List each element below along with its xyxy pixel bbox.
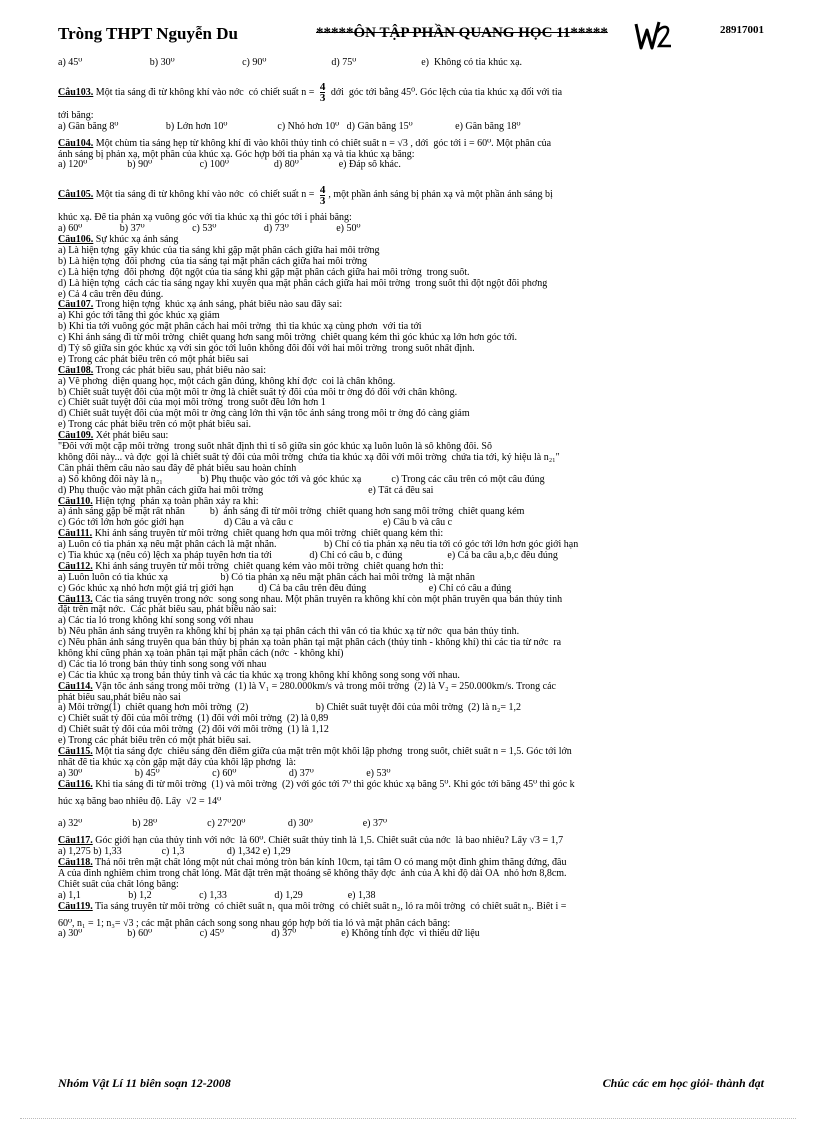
question-line [58,431,770,442]
question-number: Câu109. [58,431,94,442]
question-line [58,366,770,377]
line-text: Xét phát biểu sau: [93,431,169,442]
footer-greeting: Chúc các em học giỏi- thành đạt [602,1076,764,1090]
text-line [58,929,770,940]
text-line [58,584,770,595]
text-line [58,869,770,880]
text-line [58,160,770,171]
page-title: *****ÔN TẬP PHẦN QUANG HỌC 11***** [316,25,608,41]
line-text: c) Tia khúc xạ (nếu có) lệch xa pháp tuyến hơn tia tới d) Chỉ có câu b, c đúng e) Cả ba câu a,b,c đều đúng [58,550,558,561]
line-spacer [58,807,770,819]
line-text: a) 1,1 b) 1,2 c) 1,33 d) 1,29 e) 1,38 [58,890,376,901]
text-line [58,290,770,301]
question-line [58,562,770,573]
question-number: Câu118. [58,858,93,869]
text-line [58,736,770,747]
text-line [58,122,770,133]
text-line [58,268,770,279]
question-number: Câu114. [58,681,93,692]
line-text: d) Phụ thuộc vào mặt phân cách giữa hai môi trờng e) Tất cả đều sai [58,485,434,496]
question-number: Câu112. [58,561,93,572]
line-text: đặt trên mặt nớc. Các phát biểu sau, phát biểu nào sai: [58,605,277,616]
line-text: c) Là hiện tợng đổi phơng đột ngột của tia sáng khi gặp mặt phân cách giữa hai môi trờng trong suốt. [58,267,470,278]
line-text: c) Chiết suất tỷ đối của môi trờng (1) đối với môi trờng (2) là 0,89 [58,714,329,725]
line-text: a) Là hiện tợng gãy khúc của tia sáng khi gặp mặt phân cách giữa hai môi trờng [58,246,380,257]
line-text: d) Tỷ số giữa sin góc khúc xạ với sin góc tới luôn không đổi đối với hai môi trờng trong suốt nhất định. [58,344,475,355]
line-text: a) 60⁰ b) 37⁰ c) 53⁰ d) 73⁰ e) 50⁰ [58,224,361,235]
line-spacer [58,171,770,183]
line-text: a) Gần bằng 8⁰ b) Lớn hơn 10⁰ c) Nhỏ hơn 10⁰ d) Gần bằng 15⁰ e) Gần bằng 18⁰ [58,121,521,132]
line-text: e) Các tia khúc xạ trong bản thủy tinh và các tia khúc xạ trong không khí không song song với nhau. [58,670,460,681]
line-text: tới bằng: [58,110,94,121]
line-text: c) Chiết suất tuyệt đối của mọi môi trờng trong suốt đều lớn hơn 1 [58,398,326,409]
line-text: Một tia sáng đi từ không khí vào nớc có chiết suất n = [93,86,317,98]
text-line [58,475,770,486]
question-line [58,902,770,913]
line-text: Một chùm tia sáng hẹp từ không khí đi vào khối thủy tinh có chiết suất n = √3 , dới góc tới i = 60⁰. Một phần của [93,138,552,149]
text-line [58,257,770,268]
text-line [58,388,770,399]
text-line [58,213,770,224]
line-text: a) 30⁰ b) 45⁰ c) 60⁰ d) 37⁰ e) 53⁰ [58,768,391,779]
line-text: a) ánh sáng gặp bề mặt rất nhẵn b) ánh sáng đi từ môi trờng chiết quang hơn sang môi trờng chiết quang kém [58,507,525,518]
line-text: e) Trong các phát biểu trên có một phát biểu sai. [58,736,252,747]
question-list [58,58,770,940]
line-text-continued: , một phần ánh sáng bị phản xạ và một phần ánh sáng bị [328,189,553,201]
line-text: Tia sáng truyền từ môi trờng có chiết suất n₁ qua môi trờng có chiết suất n₂, ló ra môi trờng có chiết suất n₃. Biết i = [92,901,567,912]
line-text: A của đinh nghiêm chìm trong chất lỏng. Mắt đặt trên mặt thoáng sẽ không thấy đợc ảnh của A khi độ dài OA nhỏ hơn 8,8cm. [58,869,567,879]
handwritten-logo-icon [633,18,675,52]
text-line [58,377,770,388]
line-text: Chiết suất của chất lỏng bằng: [58,879,179,890]
line-text: e) Cả 4 câu trên đều đúng. [58,289,164,300]
line-text: b) Nếu phần ánh sáng truyền ra không khí bị phản xạ tại phân cách thì vẫn có tia khúc xạ từ nớc qua bản thủy tinh. [58,627,520,638]
line-text: Một tia sáng đi từ không khí vào nớc có chiết suất n = [93,189,317,201]
question-number: Câu119. [58,901,93,912]
text-line [58,58,770,69]
question-number: Câu106. [58,235,94,246]
line-text: a) 32⁰ b) 28⁰ c) 27⁰20⁰ d) 30⁰ e) 37⁰ [58,819,388,830]
text-line [58,322,770,333]
line-text: a) Môi trờng(1) chiết quang hơn môi trờng (2) b) Chiết suất tuyệt đối của môi trờng (2) là n₂= 1,2 [58,703,521,714]
line-text: phát biểu sau,phát biểu nào sai [58,692,181,703]
question-number: Câu104. [58,138,94,149]
text-line [58,703,770,714]
line-text: húc xạ bằng bao nhiêu độ. Lấy √2 = 14⁰ [58,796,222,807]
text-line [58,693,770,704]
text-line [58,486,770,497]
line-text: d) Chiết suất tỷ đối của môi trờng (2) đối với môi trờng (1) là 1,12 [58,725,329,736]
line-text-continued: dới góc tới bằng 45⁰. Góc lệch của tia khúc xạ đối với tia [328,86,563,98]
text-line [58,627,770,638]
text-line [58,279,770,290]
line-text: a) Số không đổi này là n₂₁ b) Phụ thuộc vào góc tới và góc khúc xạ c) Trong các câu trên có một câu đúng [58,474,545,485]
line-text: a) Về phơng diện quang học, một cách gần đúng, không khí đợc coi là chân không. [58,376,396,387]
text-line [58,344,770,355]
text-line [58,649,770,660]
line-text: Góc giới hạn của thủy tinh với nớc là 60⁰. Chiết suất thủy tinh là 1,5. Chiết suất của nớc là bao nhiêu? Lấy √3 = 1,7 [92,836,564,847]
text-line [58,671,770,682]
question-line [58,300,770,311]
question-number: Câu111. [58,529,93,540]
line-text: b) Chiết suất tuyệt đối của một môi tr ờng là chiết suất tỷ đối của môi tr ờng đó đối với chân không. [58,387,458,398]
line-text: d) Các tia ló trong bản thủy tinh song song với nhau [58,659,267,670]
line-text: khúc xạ. Để tia phản xạ vuông góc với tia khúc xạ thì góc tới i phải bằng: [58,213,352,224]
text-line [58,616,770,627]
text-line [58,714,770,725]
line-text: 60⁰, n₁ = 1; n₃= √3 ; các mặt phân cách song song nhau góp hợp bởi tia ló và mặt phân cách bằng: [58,918,451,929]
question-line [58,682,770,693]
question-line [58,836,770,847]
text-line [58,355,770,366]
line-text: Trong các phát biểu sau, phát biểu nào sai: [93,365,267,376]
line-text: a) Khi góc tới tăng thì góc khúc xạ giảm [58,311,220,322]
line-text: Khi tia sáng đi từ môi trờng (1) và môi trờng (2) với góc tới 7⁰ thì góc khúc xạ bằng 5⁰. Khi góc tới bằng 45⁰ thì góc k [92,779,575,790]
text-line [58,333,770,344]
line-text: không đổi này... và đợc gọi là chiết suất tỷ đối của môi trờng chứa tia khúc xạ đối với môi trờng chứa tia tới, ký hiệu là n₂₁" [58,452,560,463]
line-spacer [58,69,770,81]
line-text: nhất để tia khúc xạ còn gặp mặt đáy của khối lập phơng là: [58,757,296,768]
question-line [58,780,770,791]
text-line [58,311,770,322]
footer-author: Nhóm Vật Lí 11 biên soạn 12-2008 [58,1076,231,1090]
text-line [58,246,770,257]
line-text: d) Là hiện tợng cách các tia sáng ngay khi xuyên qua mặt phân cách giữa hai môi trờng trong suốt thì đột ngột đổi phơng [58,278,548,289]
text-line [58,725,770,736]
line-text: e) Trong các phát biểu trên có một phát biểu sai [58,354,249,365]
text-line [58,880,770,891]
text-line [58,518,770,529]
document-code: 28917001 [720,24,764,36]
line-text: Khi ánh sáng truyền từ môi trờng chiết quang kém vào môi trờng chiết quang hơn thì: [92,561,444,572]
question-line [58,81,770,105]
question-number: Câu105. [58,189,94,201]
text-line [58,409,770,420]
line-text: e) Trong các phát biểu trên có một phát biểu sai. [58,420,252,431]
line-text: Sự khúc xạ ánh sáng [93,235,179,246]
text-line [58,551,770,562]
text-line [58,797,770,808]
line-text: a) Các tia ló trong không khí song song với nhau [58,616,254,627]
line-text: "Đối với một cặp môi trờng trong suốt nhất định thì tỉ số giữa sin góc khúc xạ luôn luôn là số không đổi. Số [58,442,492,453]
question-line [58,139,770,150]
fraction [320,82,326,103]
line-text: Hiện tợng phản xạ toàn phần xảy ra khi: [92,496,259,507]
text-line [58,758,770,769]
text-line [58,638,770,649]
line-text: c) Góc tới lớn hơn góc giới hạn d) Câu a và câu c e) Câu b và câu c [58,518,453,529]
question-number: Câu108. [58,365,94,376]
text-line [58,453,770,464]
line-text: Cần phải thêm câu nào sau đây để phát biểu sau hoàn chỉnh [58,463,297,474]
line-text: a) Luôn luôn có tia khúc xạ b) Có tia phản xạ nếu mặt phân cách hai môi trờng là mặt nhẵn [58,572,475,583]
line-text: Các tia sáng truyền trong nớc song song nhau. Một phần truyền ra không khí còn một phần truyền qua bản thủy tinh [92,594,563,605]
question-line [58,595,770,606]
question-line [58,858,770,869]
line-text: Khi ánh sáng truyền từ môi trờng chiết quang hơn qua môi trờng chiết quang kém thì: [92,529,444,540]
question-number: Câu113. [58,594,93,605]
line-text: ánh sáng bị phản xạ, một phần của khúc xạ. Góc hợp bởi tia phản xạ và tia khúc xạ bằng: [58,149,415,160]
text-line [58,540,770,551]
question-number: Câu117. [58,836,93,847]
question-number: Câu116. [58,779,93,790]
text-line [58,660,770,671]
fraction-numerator: 4 [319,81,326,94]
text-line [58,464,770,475]
line-text: a) Luôn có tia phản xạ nếu mặt phân cách là mặt nhẵn. b) Chỉ có tia phản xạ nếu tia tới có góc tới lớn hơn góc giới hạn [58,540,579,551]
fraction-numerator: 4 [319,183,326,196]
text-line [58,111,770,122]
text-line [58,847,770,858]
question-number: Câu115. [58,746,93,757]
page-bottom-rule [20,1118,796,1119]
question-line [58,747,770,758]
line-text: Một tia sáng đợc chiếu sáng đến điểm giữa của mặt trên một khối lập phơng trong suốt, chiết suất n = 1,5. Góc tới lớn [92,746,572,757]
page-header [58,20,764,52]
line-text: c) Góc khúc xạ nhỏ hơn một giá trị giới hạn d) Cả ba câu trên đều đúng e) Chỉ có câu a đúng [58,583,512,594]
line-text: c) Khi ánh sáng đi từ môi trờng chiết quang hơn sang môi trờng chiết quang kém thì góc khúc xạ lớn hơn góc tới. [58,333,518,344]
text-line [58,605,770,616]
text-line [58,919,770,930]
question-line [58,183,770,207]
line-text: a) 1,275 b) 1,33 c) 1,3 d) 1,342 e) 1,29 [58,847,291,858]
line-text: không khí cũng phản xạ toàn phần tại mặt phân cách (nớc - không khí) [58,648,344,659]
line-text: b) Là hiện tợng đổi phơng của tia sáng tại mặt phân cách giữa hai môi trờng [58,256,367,267]
text-line [58,891,770,902]
text-line [58,442,770,453]
line-text: Trong hiện tợng khúc xạ ánh sáng, phát biểu nào sau đây sai: [93,300,343,311]
text-line [58,398,770,409]
question-number: Câu107. [58,300,94,311]
text-line [58,769,770,780]
fraction [320,185,326,206]
line-text: a) 120⁰ b) 90⁰ c) 100⁰ d) 80⁰ e) Đáp số khác. [58,160,401,171]
text-line [58,224,770,235]
question-number: Câu103. [58,86,94,98]
line-text: c) Nếu phần ánh sáng truyền qua bản thủy bị phản xạ toàn phần tại mặt phân cách (thủy tinh - không khí) thì các tia từ nớc ra [58,638,562,649]
text-line [58,573,770,584]
line-text: Vận tốc ánh sáng trong môi trờng (1) là V₁ = 280.000km/s và trong môi trờng (2) là V₂ = 250.000km/s. Trong các [92,681,556,692]
school-name: Tròng THPT Nguyễn Du [58,24,238,43]
line-text: a) 30⁰ b) 60⁰ c) 45⁰ d) 37⁰ e) Không tính đợc vì thiếu dữ liệu [58,929,480,940]
text-line [58,819,770,830]
line-text: d) Chiết suất tuyệt đối của một môi tr ờng càng lớn thì vận tốc ánh sáng trong môi tr ờng đó càng giảm [58,409,470,420]
line-text: b) Khi tia tới vuông góc mặt phân cách hai môi trờng thì tia khúc xạ cùng phơn với tia tới [58,322,422,333]
text-line [58,507,770,518]
text-line [58,150,770,161]
text-line [58,420,770,431]
question-number: Câu110. [58,496,93,507]
line-text: a) 45⁰ b) 30⁰ c) 90⁰ d) 75⁰ e) Không có tia khúc xạ. [58,58,523,68]
fraction-denominator: 3 [319,194,326,207]
fraction-denominator: 3 [319,92,326,105]
question-line [58,529,770,540]
question-line [58,235,770,246]
question-line [58,497,770,508]
line-text: Thả nổi trên mặt chất lỏng một nút chai mỏng tròn bán kính 10cm, tại tâm O có mang một đinh ghim thẳng đứng, đầu [92,858,567,869]
page-footer [58,1076,764,1096]
